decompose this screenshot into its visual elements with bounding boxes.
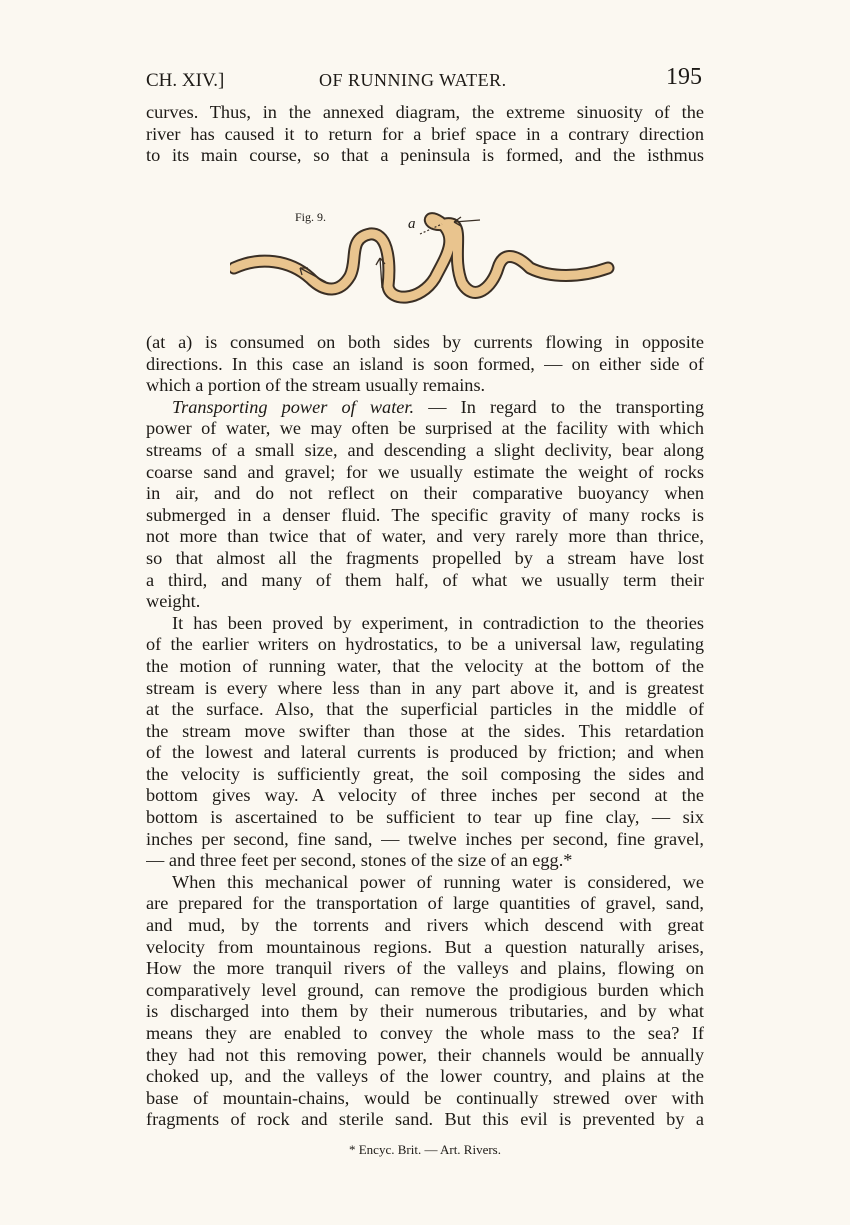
- text-line: river has caused it to return for a brief space in a contrary direction: [146, 123, 704, 144]
- text-line: is discharged into them by their numerous tributaries, and by what: [146, 1001, 704, 1022]
- text-line: streams of a small size, and descending a slight declivity, bear along: [146, 439, 704, 460]
- text-line: they had not this removing power, their channels would be annually: [146, 1044, 704, 1065]
- text-line: the stream move swifter than those at the sides. This retardation: [146, 720, 704, 741]
- text-line: which a portion of the stream usually remains.: [146, 375, 486, 396]
- text-line: comparatively level ground, can remove the prodigious burden which: [146, 979, 704, 1000]
- point-a-label: a: [408, 216, 416, 232]
- river-diagram: [230, 198, 620, 318]
- text-line: It has been proved by experiment, in contradiction to the theories: [172, 612, 704, 633]
- text-line: of the earlier writers on hydrostatics, to be a universal law, regulating: [146, 634, 704, 655]
- text-line: not more than twice that of water, and very rarely more than thrice,: [146, 526, 704, 547]
- current-arrow: [454, 217, 480, 226]
- text-line: — and three feet per second, stones of the size of an egg.*: [146, 850, 573, 871]
- text-line: How the more tranquil rivers of the valleys and plains, flowing on: [146, 958, 704, 979]
- text-line: curves. Thus, in the annexed diagram, the extreme sinuosity of the: [146, 102, 704, 122]
- text-line: bottom gives way. A velocity of three inches per second at the: [146, 785, 704, 806]
- text-line: choked up, and the valleys of the lower country, and plains at the: [146, 1066, 704, 1087]
- text-line: power of water, we may often be surprised at the facility with which: [146, 418, 704, 439]
- text-line: at the surface. Also, that the superficial particles in the middle of: [146, 699, 704, 720]
- text-line: the velocity is sufficiently great, the soil composing the sides and: [146, 763, 704, 784]
- running-header: [146, 64, 702, 94]
- opening-paragraph: [146, 102, 704, 167]
- main-text: [146, 332, 704, 1131]
- river-outline: [234, 219, 608, 297]
- section-heading-rest: — In regard to the transporting: [414, 396, 704, 417]
- text-line: fragments of rock and sterile sand. But this evil is prevented by a: [146, 1109, 704, 1130]
- text-line: inches per second, fine sand, — twelve inches per second, fine gravel,: [146, 828, 704, 849]
- text-line: weight.: [146, 591, 201, 612]
- text-line: (at a) is consumed on both sides by currents flowing in opposite: [146, 332, 704, 352]
- text-line: bottom is ascertained to be sufficient to tear up fine clay, — six: [146, 807, 704, 828]
- running-title: OF RUNNING WATER.: [319, 70, 507, 90]
- text-line: When this mechanical power of running water is considered, we: [172, 871, 704, 892]
- text-line: the motion of running water, that the velocity at the bottom of the: [146, 655, 704, 676]
- text-line: so that almost all the fragments propelled by a stream have lost: [146, 547, 704, 568]
- text-line: directions. In this case an island is soon formed, — on either side of: [146, 353, 704, 374]
- text-line: to its main course, so that a peninsula is formed, and the isthmus: [146, 145, 704, 166]
- text-line: means they are enabled to convey the whole mass to the sea? If: [146, 1023, 704, 1043]
- text-line: in air, and do not reflect on their comparative buoyancy when: [146, 483, 704, 504]
- section-heading: Transporting power of water.: [172, 396, 415, 417]
- figure-label: Fig. 9.: [295, 210, 327, 224]
- section-heading-line: [146, 397, 704, 419]
- meander-figure: [230, 198, 620, 318]
- chapter-label: CH. XIV.]: [146, 70, 225, 91]
- text-line: a third, and many of them half, of what we usually term their: [146, 569, 704, 590]
- text-line: coarse sand and gravel; for we usually estimate the weight of rocks: [146, 461, 704, 482]
- text-line: are prepared for the transportation of large quantities of gravel, sand,: [146, 893, 704, 914]
- page-number: 195: [666, 64, 702, 90]
- text-line: base of mountain-chains, would be continually strewed over with: [146, 1087, 704, 1108]
- footnote: * Encyc. Brit. — Art. Rivers.: [348, 1142, 501, 1157]
- text-line: of the lowest and lateral currents is produced by friction; and when: [146, 742, 704, 763]
- text-line: submerged in a denser fluid. The specific gravity of many rocks is: [146, 504, 704, 525]
- text-line: stream is every where less than in any part above it, and is greatest: [146, 677, 704, 698]
- text-line: velocity from mountainous regions. But a question naturally arises,: [146, 936, 704, 957]
- text-line: and mud, by the torrents and rivers which descend with great: [146, 915, 704, 936]
